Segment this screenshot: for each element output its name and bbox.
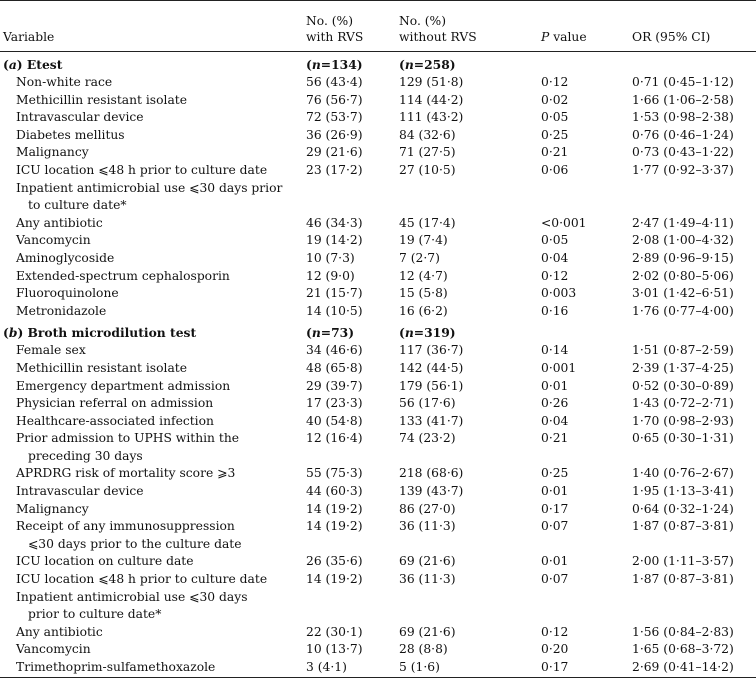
table-row [0, 180, 756, 198]
row-or: 2·47 (1·49–4·11) [632, 215, 734, 230]
table-row [0, 395, 756, 413]
row-or: 2·89 (0·96–9·15) [632, 250, 734, 265]
row-with-rvs: 21 (15·7) [306, 286, 363, 301]
row-with-rvs: 14 (19·2) [306, 501, 363, 516]
row-or: 1·65 (0·68–3·72) [632, 642, 734, 657]
row-p-value: 0·21 [541, 431, 569, 446]
row-variable: Receipt of any immunosuppression [16, 519, 235, 534]
row-or: 0·65 (0·30–1·31) [632, 431, 734, 446]
row-without-rvs: 56 (17·6) [399, 396, 456, 411]
row-variable: prior to culture date* [28, 607, 162, 622]
table-row [0, 641, 756, 659]
section-n-with: (n=73) [306, 325, 355, 341]
table-row [0, 303, 756, 321]
section-n-with: (n=134) [306, 56, 363, 72]
table-row [0, 197, 756, 215]
row-variable: Malignancy [16, 501, 89, 516]
table-row [0, 624, 756, 642]
table-row [0, 501, 756, 519]
row-variable: Any antibiotic [16, 624, 103, 639]
row-without-rvs: 15 (5·8) [399, 286, 448, 301]
row-without-rvs: 36 (11·3) [399, 519, 456, 534]
row-variable: APRDRG risk of mortality score ⩾3 [16, 466, 236, 481]
row-variable: ICU location ⩽48 h prior to culture date [16, 572, 268, 587]
header-variable: Variable [0, 1, 306, 52]
table-body [0, 52, 756, 678]
row-or [632, 448, 756, 466]
row-with-rvs: 46 (34·3) [306, 215, 363, 230]
row-p-value [541, 180, 632, 198]
row-p-value: 0·16 [541, 303, 569, 318]
row-or: 1·76 (0·77–4·00) [632, 303, 734, 318]
header-or: OR (95% CI) [632, 1, 756, 52]
row-variable: Prior admission to UPHS within the [16, 431, 240, 446]
row-variable: Methicillin resistant isolate [16, 92, 187, 107]
row-without-rvs: 142 (44·5) [399, 360, 464, 375]
row-or [632, 589, 756, 607]
row-variable: Vancomycin [16, 642, 91, 657]
header-without-rvs: No. (%) without RVS [399, 1, 541, 52]
section-p [541, 320, 632, 342]
row-or: 0·71 (0·45–1·12) [632, 75, 734, 89]
row-p-value [541, 606, 632, 624]
row-without-rvs: 133 (41·7) [399, 413, 464, 428]
row-with-rvs: 26 (35·6) [306, 554, 363, 569]
row-without-rvs: 12 (4·7) [399, 268, 448, 283]
table-row [0, 378, 756, 396]
row-or: 1·56 (0·84–2·83) [632, 624, 734, 639]
row-or: 2·08 (1·00–4·32) [632, 233, 734, 248]
table-row [0, 342, 756, 360]
row-with-rvs [306, 589, 399, 607]
row-or: 0·73 (0·43–1·22) [632, 145, 734, 160]
row-with-rvs [306, 606, 399, 624]
row-with-rvs [306, 536, 399, 554]
row-variable: Diabetes mellitus [16, 127, 125, 142]
row-or: 1·53 (0·98–2·38) [632, 110, 734, 125]
row-p-value [541, 589, 632, 607]
row-with-rvs: 72 (53·7) [306, 110, 363, 125]
row-without-rvs [399, 448, 541, 466]
row-p-value: 0·05 [541, 110, 569, 125]
row-p-value: 0·12 [541, 268, 569, 283]
row-without-rvs [399, 536, 541, 554]
row-without-rvs: 111 (43·2) [399, 110, 464, 125]
row-variable: Healthcare-associated infection [16, 413, 214, 428]
row-without-rvs: 5 (1·6) [399, 659, 541, 677]
table-row [0, 536, 756, 554]
row-without-rvs: 71 (27·5) [399, 145, 456, 160]
row-p-value: 0·12 [541, 624, 569, 639]
row-p-value: 0·17 [541, 659, 632, 677]
row-or: 2·00 (1·11–3·57) [632, 554, 734, 569]
row-without-rvs: 19 (7·4) [399, 233, 448, 248]
row-without-rvs: 86 (27·0) [399, 501, 456, 516]
row-variable: Non-white race [16, 75, 113, 89]
table-row [0, 659, 756, 677]
row-or: 1·66 (1·06–2·58) [632, 92, 734, 107]
row-variable: Physician referral on admission [16, 396, 214, 411]
row-or [632, 536, 756, 554]
row-variable: Metronidazole [16, 303, 107, 318]
table-row [0, 589, 756, 607]
row-with-rvs: 17 (23·3) [306, 396, 363, 411]
row-p-value: 0·04 [541, 250, 569, 265]
row-variable: Inpatient antimicrobial use ⩽30 days prior [16, 180, 283, 195]
table-row [0, 483, 756, 501]
row-with-rvs: 22 (30·1) [306, 624, 363, 639]
row-with-rvs: 56 (43·4) [306, 75, 363, 89]
row-without-rvs: 114 (44·2) [399, 92, 464, 107]
row-variable: Emergency department admission [16, 378, 231, 393]
row-variable: Intravascular device [16, 484, 144, 499]
row-p-value: 0·25 [541, 127, 569, 142]
table-row [0, 127, 756, 145]
row-p-value: <0·001 [541, 215, 587, 230]
row-with-rvs: 44 (60·3) [306, 484, 363, 499]
row-variable: Female sex [16, 343, 86, 358]
row-with-rvs: 12 (9·0) [306, 268, 355, 283]
table-row [0, 571, 756, 589]
row-variable: ICU location ⩽48 h prior to culture date [16, 162, 268, 177]
row-variable: Methicillin resistant isolate [16, 360, 187, 375]
row-without-rvs [399, 180, 541, 198]
row-p-value: 0·20 [541, 642, 569, 657]
table-row [0, 518, 756, 536]
table-row [0, 360, 756, 378]
header-row [0, 1, 756, 52]
row-or [632, 606, 756, 624]
row-p-value: 0·01 [541, 484, 569, 499]
row-variable: Intravascular device [16, 110, 144, 125]
table-row [0, 162, 756, 180]
table-row [0, 448, 756, 466]
row-without-rvs: 7 (2·7) [399, 250, 440, 265]
row-p-value [541, 197, 632, 215]
table-row [0, 215, 756, 233]
table-row [0, 553, 756, 571]
row-without-rvs: 28 (8·8) [399, 642, 448, 657]
row-p-value: 0·02 [541, 92, 569, 107]
section-or [632, 52, 756, 75]
table-row [0, 465, 756, 483]
row-or: 1·40 (0·76–2·67) [632, 466, 734, 481]
row-or [632, 197, 756, 215]
row-or [632, 180, 756, 198]
row-with-rvs: 34 (46·6) [306, 343, 363, 358]
row-variable: Inpatient antimicrobial use ⩽30 days [16, 589, 248, 604]
table-row [0, 606, 756, 624]
row-or: 1·87 (0·87–3·81) [632, 572, 734, 587]
row-with-rvs [306, 180, 399, 198]
row-p-value [541, 448, 632, 466]
header-with-rvs: No. (%) with RVS [306, 1, 399, 52]
row-without-rvs: 36 (11·3) [399, 572, 456, 587]
row-with-rvs: 40 (54·8) [306, 413, 363, 428]
row-or: 1·87 (0·87–3·81) [632, 519, 734, 534]
table-row [0, 268, 756, 286]
row-without-rvs [399, 606, 541, 624]
section-header-row [0, 320, 756, 342]
table-row [0, 92, 756, 110]
row-with-rvs: 76 (56·7) [306, 92, 363, 107]
row-p-value: 0·05 [541, 233, 569, 248]
row-without-rvs: 218 (68·6) [399, 466, 464, 481]
header-p-value: P value [541, 1, 632, 52]
row-without-rvs [399, 589, 541, 607]
row-variable: Any antibiotic [16, 215, 103, 230]
row-p-value: 0·01 [541, 378, 569, 393]
row-or: 2·39 (1·37–4·25) [632, 360, 734, 375]
row-variable: Extended-spectrum cephalosporin [16, 268, 230, 283]
table-row [0, 413, 756, 431]
row-p-value: 0·01 [541, 554, 569, 569]
row-with-rvs: 36 (26·9) [306, 127, 363, 142]
row-with-rvs: 14 (10·5) [306, 303, 363, 318]
row-with-rvs: 23 (17·2) [306, 162, 363, 177]
row-or: 1·70 (0·98–2·93) [632, 413, 734, 428]
row-with-rvs [306, 197, 399, 215]
row-with-rvs: 10 (13·7) [306, 642, 363, 657]
table-row [0, 250, 756, 268]
row-without-rvs [399, 197, 541, 215]
row-p-value: 0·06 [541, 162, 569, 177]
row-or: 1·51 (0·87–2·59) [632, 343, 734, 358]
row-variable: Fluoroquinolone [16, 286, 119, 301]
row-without-rvs: 179 (56·1) [399, 378, 464, 393]
row-or: 1·43 (0·72–2·71) [632, 396, 734, 411]
section-label: (a) Etest [3, 56, 63, 72]
row-with-rvs [306, 448, 399, 466]
row-p-value: 0·17 [541, 501, 569, 516]
row-variable: ICU location on culture date [16, 554, 194, 569]
row-p-value: 0·001 [541, 360, 577, 375]
row-variable: Trimethoprim-sulfamethoxazole [0, 659, 306, 677]
row-or: 3·01 (1·42–6·51) [632, 286, 734, 301]
section-label: (b) Broth microdilution test [3, 325, 197, 341]
row-variable: preceding 30 days [28, 448, 143, 463]
row-or: 2·69 (0·41–14·2) [632, 659, 756, 677]
row-with-rvs: 14 (19·2) [306, 519, 363, 534]
row-with-rvs: 3 (4·1) [306, 659, 399, 677]
table-row [0, 74, 756, 92]
row-p-value [541, 536, 632, 554]
row-variable: ⩽30 days prior to the culture date [28, 536, 242, 551]
row-or: 0·52 (0·30–0·89) [632, 378, 734, 393]
row-without-rvs: 45 (17·4) [399, 215, 456, 230]
row-with-rvs: 10 (7·3) [306, 250, 355, 265]
row-p-value: 0·25 [541, 466, 569, 481]
table-row [0, 109, 756, 127]
row-with-rvs: 48 (65·8) [306, 360, 363, 375]
row-p-value: 0·003 [541, 286, 577, 301]
table-row [0, 430, 756, 448]
row-without-rvs: 27 (10·5) [399, 162, 456, 177]
row-without-rvs: 129 (51·8) [399, 75, 464, 89]
row-or: 1·95 (1·13–3·41) [632, 484, 734, 499]
row-variable: Malignancy [16, 145, 89, 160]
row-variable: Aminoglycoside [16, 250, 115, 265]
row-or: 0·76 (0·46–1·24) [632, 127, 734, 142]
section-n-without: (n=258) [399, 56, 456, 72]
row-without-rvs: 16 (6·2) [399, 303, 448, 318]
row-p-value: 0·07 [541, 519, 569, 534]
row-or: 1·77 (0·92–3·37) [632, 162, 734, 177]
row-with-rvs: 55 (75·3) [306, 466, 363, 481]
row-without-rvs: 74 (23·2) [399, 431, 456, 446]
row-with-rvs: 12 (16·4) [306, 431, 363, 446]
row-without-rvs: 117 (36·7) [399, 343, 464, 358]
row-p-value: 0·14 [541, 343, 569, 358]
row-with-rvs: 29 (39·7) [306, 378, 363, 393]
row-p-value: 0·26 [541, 396, 569, 411]
table-row [0, 144, 756, 162]
row-p-value: 0·04 [541, 413, 569, 428]
table-row [0, 285, 756, 303]
section-n-without: (n=319) [399, 325, 456, 341]
section-or [632, 320, 756, 342]
row-p-value: 0·12 [541, 75, 569, 89]
row-without-rvs: 69 (21·6) [399, 624, 456, 639]
row-with-rvs: 29 (21·6) [306, 145, 363, 160]
table-row [0, 232, 756, 250]
section-header-row [0, 52, 756, 75]
row-or: 2·02 (0·80–5·06) [632, 268, 734, 283]
section-p [541, 52, 632, 75]
row-without-rvs: 84 (32·6) [399, 127, 456, 142]
row-variable: to culture date* [28, 198, 127, 213]
row-variable: Vancomycin [16, 233, 91, 248]
row-or: 0·64 (0·32–1·24) [632, 501, 734, 516]
row-p-value: 0·07 [541, 572, 569, 587]
row-without-rvs: 69 (21·6) [399, 554, 456, 569]
row-with-rvs: 14 (19·2) [306, 572, 363, 587]
row-with-rvs: 19 (14·2) [306, 233, 363, 248]
row-without-rvs: 139 (43·7) [399, 484, 464, 499]
row-p-value: 0·21 [541, 145, 569, 160]
